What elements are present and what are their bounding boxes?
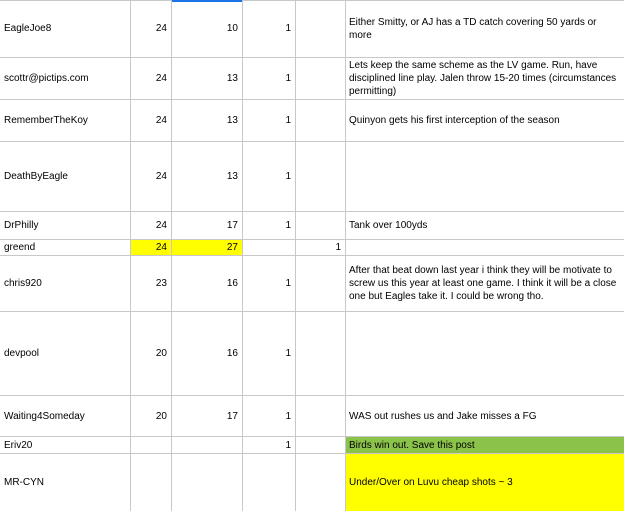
cell-note[interactable]: Either Smitty, or AJ has a TD catch covering 50 yards or more — [349, 16, 597, 41]
cell-score-a[interactable]: 24 — [131, 100, 172, 141]
cell-flag-c[interactable]: 1 — [243, 396, 296, 436]
cell-name[interactable]: devpool — [0, 312, 131, 395]
cell-score-b[interactable]: 16 — [172, 256, 243, 311]
table-row — [0, 396, 624, 437]
cell-score-a[interactable]: 24 — [131, 212, 172, 239]
cell-score-a[interactable] — [131, 437, 172, 453]
cell-score-b[interactable]: 10 — [172, 0, 243, 57]
cell-note-highlighted[interactable]: Under/Over on Luvu cheap shots ~ 3 — [346, 454, 624, 511]
cell-flag-d[interactable] — [296, 0, 346, 57]
cell-note[interactable]: Tank over 100yds — [349, 220, 428, 231]
cell-flag-c[interactable]: 1 — [243, 437, 296, 453]
cell-name[interactable]: Eriv20 — [0, 437, 131, 453]
cell-name[interactable]: MR-CYN — [0, 454, 131, 511]
cell-score-b[interactable]: 13 — [172, 100, 243, 141]
cell-note[interactable] — [346, 142, 624, 211]
cell-flag-d[interactable] — [296, 396, 346, 436]
cell-score-a[interactable] — [131, 454, 172, 511]
cell-name[interactable]: RememberTheKoy — [0, 100, 131, 141]
cell-note[interactable]: WAS out rushes us and Jake misses a FG — [349, 410, 537, 422]
cell-flag-c[interactable] — [243, 454, 296, 511]
cell-flag-c[interactable]: 1 — [243, 212, 296, 239]
cell-score-b[interactable]: 13 — [172, 58, 243, 99]
cell-score-b[interactable]: 17 — [172, 396, 243, 436]
table-row — [0, 454, 624, 511]
cell-flag-c[interactable]: 1 — [243, 0, 296, 57]
cell-name[interactable]: DeathByEagle — [0, 142, 131, 211]
cell-score-b[interactable]: 16 — [172, 312, 243, 395]
cell-name[interactable]: EagleJoe8 — [0, 0, 131, 57]
cell-flag-c[interactable]: 1 — [243, 256, 296, 311]
cell-name[interactable]: DrPhilly — [0, 212, 131, 239]
cell-flag-c[interactable]: 1 — [243, 312, 296, 395]
cell-score-b[interactable]: 17 — [172, 212, 243, 239]
cell-score-a-highlighted[interactable]: 24 — [131, 240, 172, 255]
cell-score-b[interactable] — [172, 454, 243, 511]
cell-flag-d[interactable] — [296, 437, 346, 453]
cell-score-a[interactable]: 24 — [131, 142, 172, 211]
cell-name[interactable]: greend — [0, 240, 131, 255]
cell-flag-d[interactable]: 1 — [296, 240, 346, 255]
cell-score-b-highlighted[interactable]: 27 — [172, 240, 243, 255]
cell-flag-d[interactable] — [296, 100, 346, 141]
cell-flag-d[interactable] — [296, 312, 346, 395]
table-row — [0, 256, 624, 312]
table-row — [0, 212, 624, 240]
cell-note[interactable] — [346, 312, 624, 395]
cell-flag-c[interactable]: 1 — [243, 142, 296, 211]
cell-note-highlighted[interactable]: Birds win out. Save this post — [346, 437, 624, 453]
cell-flag-d[interactable] — [296, 454, 346, 511]
cell-flag-c[interactable]: 1 — [243, 100, 296, 141]
table-row — [0, 312, 624, 396]
cell-name[interactable]: Waiting4Someday — [0, 396, 131, 436]
cell-score-a[interactable]: 24 — [131, 0, 172, 57]
cell-score-a[interactable]: 20 — [131, 396, 172, 436]
cell-flag-c[interactable] — [243, 240, 296, 255]
table-row — [0, 100, 624, 142]
cell-note[interactable] — [346, 240, 624, 255]
table-row — [0, 0, 624, 58]
cell-score-a[interactable]: 24 — [131, 58, 172, 99]
cell-score-a[interactable]: 23 — [131, 256, 172, 311]
cell-flag-d[interactable] — [296, 212, 346, 239]
table-row — [0, 142, 624, 212]
cell-name[interactable]: scottr@pictips.com — [0, 58, 131, 99]
cell-note[interactable]: Lets keep the same scheme as the LV game. Run, have disciplined line play. Jalen throw 15-20 times (circumstances permitting) — [349, 60, 617, 97]
cell-score-a[interactable]: 20 — [131, 312, 172, 395]
table-row — [0, 240, 624, 256]
cell-flag-d[interactable] — [296, 142, 346, 211]
cell-note[interactable]: Quinyon gets his first interception of the season — [349, 115, 560, 126]
table-row — [0, 58, 624, 100]
cell-score-b[interactable] — [172, 437, 243, 453]
cell-name[interactable]: chris920 — [0, 256, 131, 311]
cell-score-b[interactable]: 13 — [172, 142, 243, 211]
cell-flag-d[interactable] — [296, 256, 346, 311]
cell-flag-c[interactable]: 1 — [243, 58, 296, 99]
table-row — [0, 437, 624, 454]
cell-flag-d[interactable] — [296, 58, 346, 99]
cell-note[interactable]: After that beat down last year i think they will be motivate to screw us this year at least one game. I think it will be a close one but Eagles take it. I could be wrong tho. — [349, 265, 617, 302]
